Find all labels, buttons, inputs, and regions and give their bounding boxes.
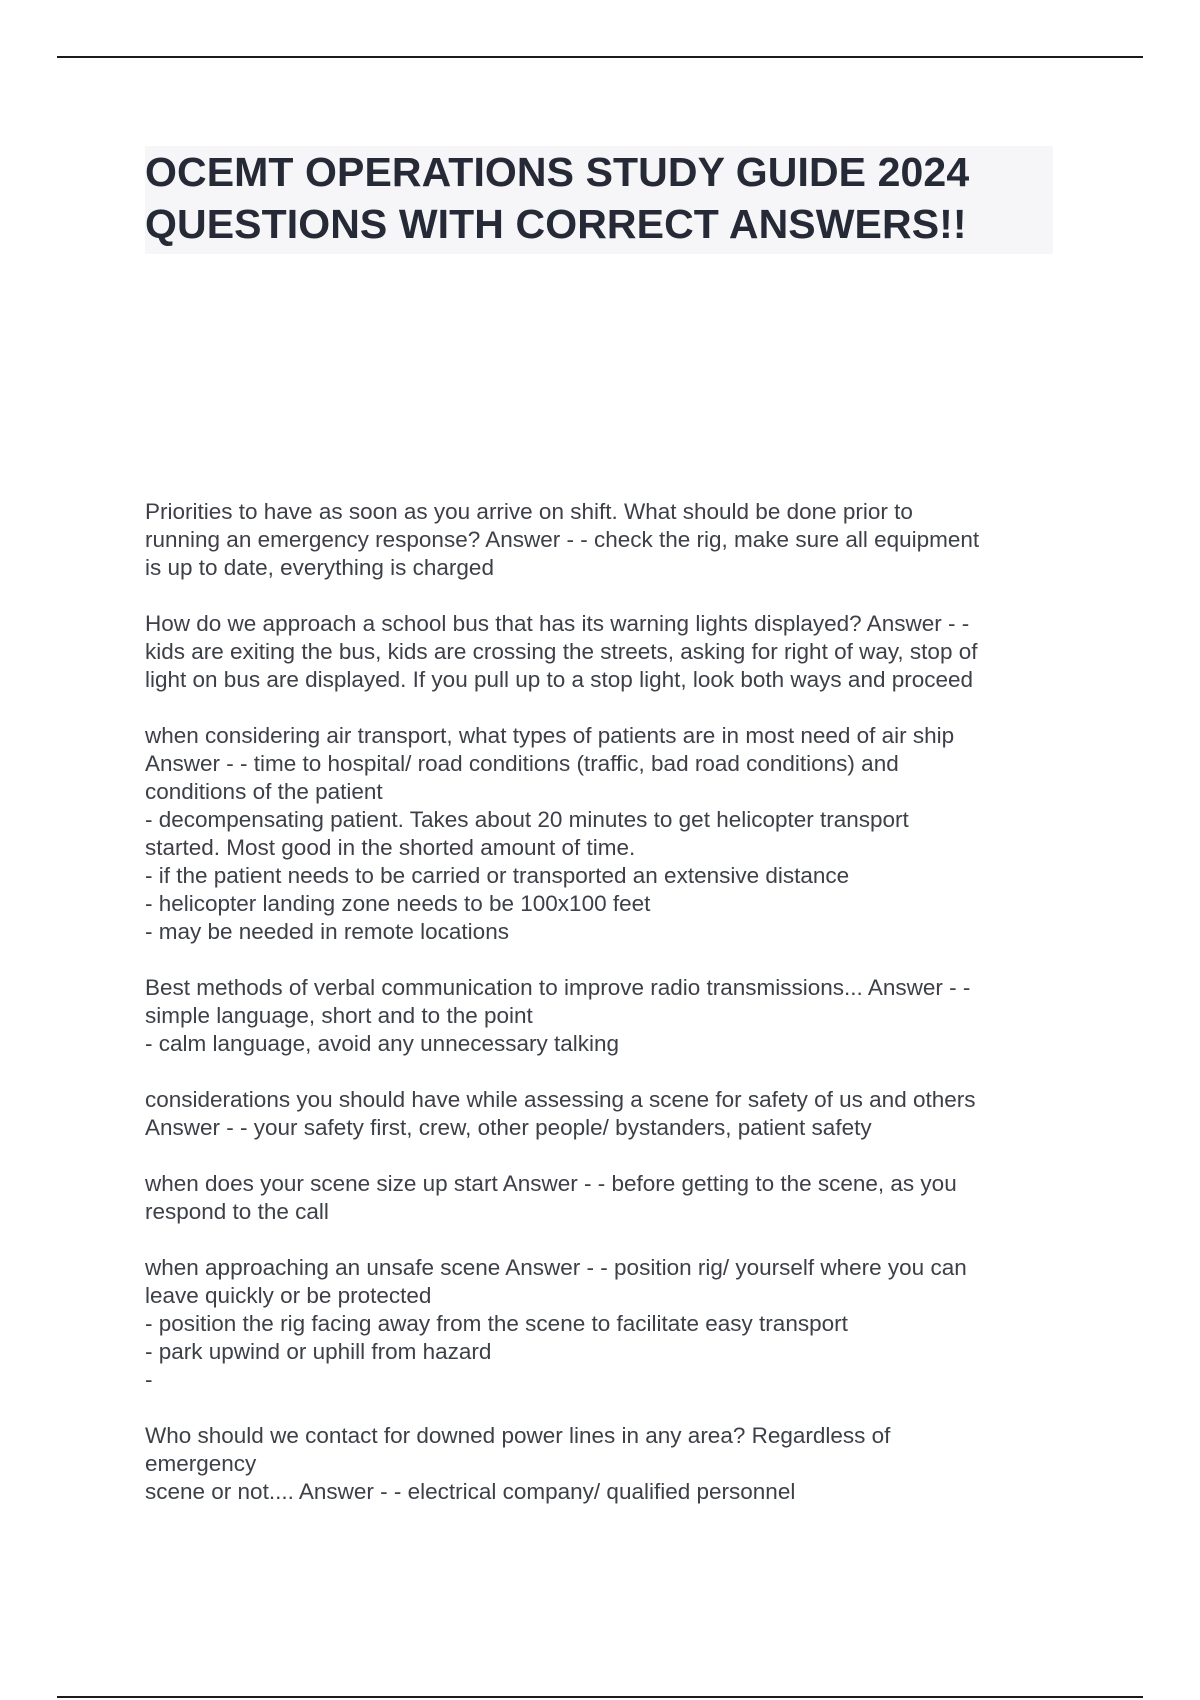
title-line-2: QUESTIONS WITH CORRECT ANSWERS!!: [145, 201, 967, 247]
qa-entry: [145, 722, 1075, 946]
qa-text-line: Answer - - your safety first, crew, other people/ bystanders, patient safety: [145, 1115, 872, 1140]
qa-text-line: emergency: [145, 1451, 257, 1476]
qa-text-line: when considering air transport, what types of patients are in most need of air ship: [145, 723, 955, 748]
qa-text-line: - helicopter landing zone needs to be 100x100 feet: [145, 891, 651, 916]
qa-text-line: simple language, short and to the point: [145, 1003, 533, 1028]
qa-text-line: is up to date, everything is charged: [145, 555, 494, 580]
qa-text-line: - position the rig facing away from the scene to facilitate easy transport: [145, 1311, 848, 1336]
qa-text-line: - park upwind or uphill from hazard: [145, 1339, 492, 1364]
qa-text-line: Priorities to have as soon as you arrive on shift. What should be done prior to: [145, 499, 913, 524]
qa-text-line: running an emergency response? Answer - - check the rig, make sure all equipment: [145, 527, 980, 552]
qa-entry: [145, 1422, 1075, 1506]
qa-entry: [145, 498, 1075, 582]
qa-text-line: Answer - - time to hospital/ road conditions (traffic, bad road conditions) and: [145, 751, 899, 776]
document-title: [145, 146, 1053, 254]
qa-text-line: Best methods of verbal communication to improve radio transmissions... Answer - -: [145, 975, 971, 1000]
qa-text-line: -: [145, 1367, 153, 1392]
qa-text-line: kids are exiting the bus, kids are crossing the streets, asking for right of way, stop of: [145, 639, 978, 664]
qa-text-line: - if the patient needs to be carried or transported an extensive distance: [145, 863, 850, 888]
title-line-1: OCEMT OPERATIONS STUDY GUIDE 2024: [145, 149, 970, 195]
qa-text-line: - may be needed in remote locations: [145, 919, 509, 944]
qa-text-line: started. Most good in the shorted amount of time.: [145, 835, 636, 860]
qa-text-line: conditions of the patient: [145, 779, 383, 804]
qa-text-line: when approaching an unsafe scene Answer - - position rig/ yourself where you can: [145, 1255, 967, 1280]
qa-text-line: scene or not.... Answer - - electrical company/ qualified personnel: [145, 1479, 796, 1504]
bottom-divider: [57, 1696, 1143, 1698]
qa-text-line: Who should we contact for downed power lines in any area? Regardless of: [145, 1423, 891, 1448]
qa-entry: [145, 610, 1075, 694]
top-divider: [57, 56, 1143, 58]
qa-text-line: when does your scene size up start Answer - - before getting to the scene, as you: [145, 1171, 957, 1196]
qa-list: [145, 498, 1075, 1534]
qa-entry: [145, 1086, 1075, 1142]
qa-text-line: - decompensating patient. Takes about 20 minutes to get helicopter transport: [145, 807, 909, 832]
qa-text-line: light on bus are displayed. If you pull up to a stop light, look both ways and proceed: [145, 667, 974, 692]
qa-text-line: How do we approach a school bus that has its warning lights displayed? Answer - -: [145, 611, 970, 636]
qa-text-line: - calm language, avoid any unnecessary talking: [145, 1031, 620, 1056]
qa-entry: [145, 1254, 1075, 1394]
qa-entry: [145, 974, 1075, 1058]
qa-text-line: leave quickly or be protected: [145, 1283, 432, 1308]
qa-text-line: considerations you should have while assessing a scene for safety of us and others: [145, 1087, 976, 1112]
qa-text-line: respond to the call: [145, 1199, 329, 1224]
qa-entry: [145, 1170, 1075, 1226]
